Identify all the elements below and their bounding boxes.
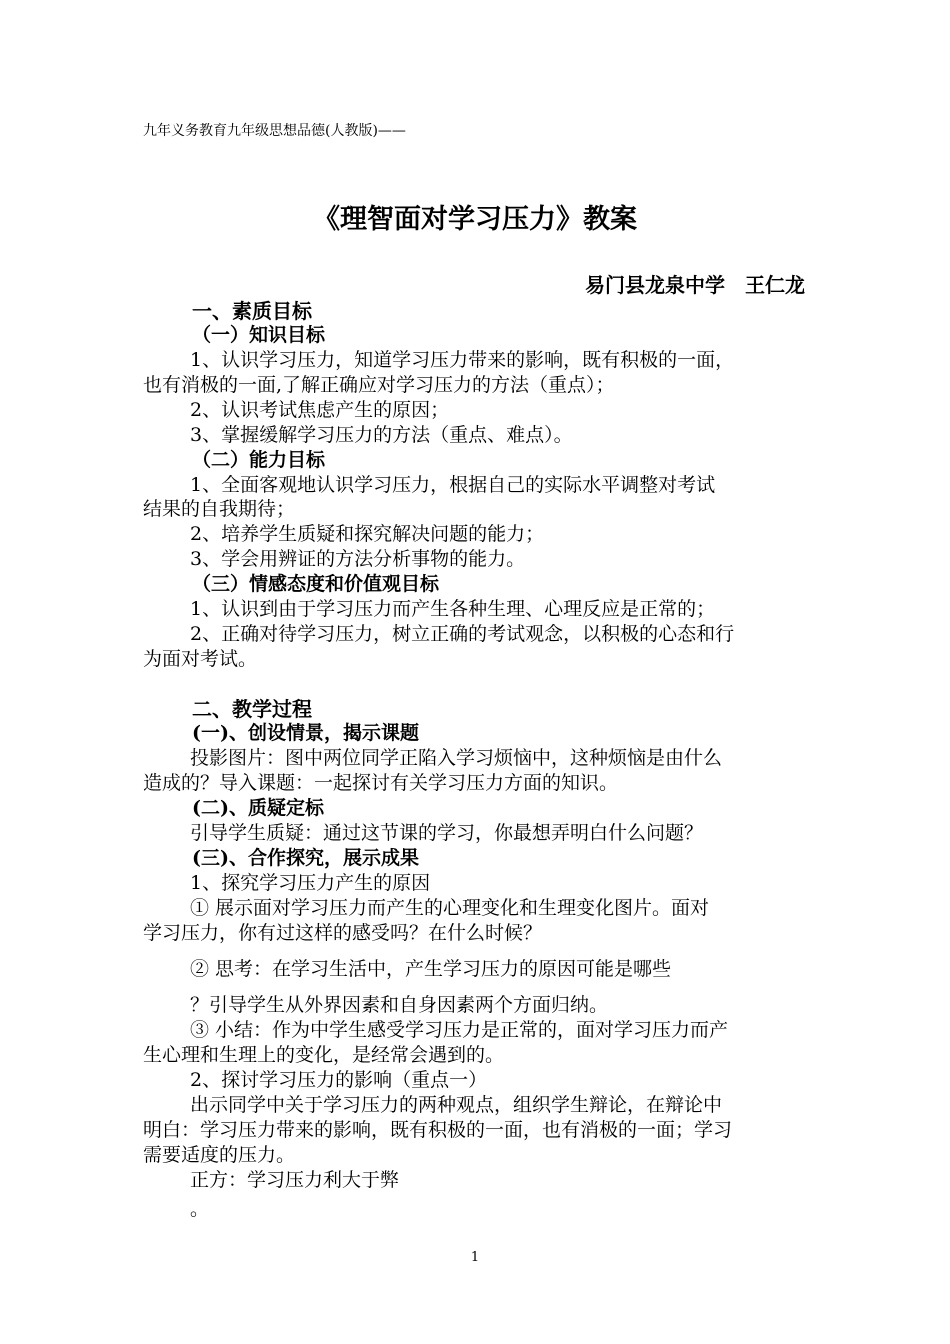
paragraph-line: 出示同学中关于学习压力的两种观点，组织学生辩论，在辩论中 (190, 1094, 723, 1116)
paragraph-line: 明白：学习压力带来的影响，既有积极的一面，也有消极的一面；学习 (143, 1119, 733, 1141)
paragraph-line: 引导学生质疑：通过这节课的学习，你最想弄明白什么问题？ (190, 822, 704, 844)
paragraph-line: 为面对考试。 (143, 648, 258, 670)
paragraph-line: 。 (190, 1198, 210, 1220)
paragraph-line: ② 思考：在学习生活中，产生学习压力的原因可能是哪些 (190, 958, 672, 980)
paragraph-line: 3、学会用辨证的方法分析事物的能力。 (190, 548, 526, 570)
subsection-heading: (三)、合作探究，展示成果 (192, 847, 419, 869)
paragraph-line: 结果的自我期待； (143, 498, 296, 520)
subsection-heading: （三）情感态度和价值观目标 (192, 573, 440, 595)
paragraph-line: ① 展示面对学习压力而产生的心理变化和生理变化图片。面对 (190, 897, 710, 919)
paragraph-line: 投影图片：图中两位同学正陷入学习烦恼中，这种烦恼是由什么 (190, 747, 723, 769)
paragraph-line: 3、掌握缓解学习压力的方法（重点、难点）。 (190, 424, 573, 446)
subsection-heading: (二)、质疑定标 (192, 797, 324, 819)
subsection-heading: （一）知识目标 (192, 324, 326, 346)
paragraph-line: 2、培养学生质疑和探究解决问题的能力； (190, 523, 545, 545)
paragraph-line: 需要适度的压力。 (143, 1144, 296, 1166)
paragraph-line: 1、全面客观地认识学习压力，根据自己的实际水平调整对考试 (190, 474, 716, 496)
subsection-heading: （二）能力目标 (192, 449, 326, 471)
paragraph-line: 1、认识学习压力，知道学习压力带来的影响，既有积极的一面， (190, 349, 735, 371)
page-number: 1 (470, 1250, 480, 1265)
document-title: 《理智面对学习压力》教案 (313, 204, 637, 235)
section-heading: 二、教学过程 (192, 697, 312, 721)
paragraph-line: 造成的？导入课题：一起探讨有关学习压力方面的知识。 (143, 772, 619, 794)
paragraph-line: 生心理和生理上的变化，是经常会遇到的。 (143, 1044, 505, 1066)
subsection-heading: (一)、创设情景，揭示课题 (192, 722, 419, 744)
paragraph-line: ③ 小结：作为中学生感受学习压力是正常的，面对学习压力而产 (190, 1019, 729, 1041)
paragraph-line: 2、正确对待学习压力，树立正确的考试观念，以积极的心态和行 (190, 623, 735, 645)
paragraph-line: ？引导学生从外界因素和自身因素两个方面归纳。 (190, 994, 609, 1016)
paragraph-line: 2、认识考试焦虑产生的原因； (190, 399, 450, 421)
paragraph-line: 也有消极的一面,了解正确应对学习压力的方法（重点）； (143, 374, 615, 396)
paragraph-line: 1、探究学习压力产生的原因 (190, 872, 431, 894)
paragraph-line: 2、探讨学习压力的影响（重点一） (190, 1069, 488, 1091)
paragraph-line: 1、认识到由于学习压力而产生各种生理、心理反应是正常的； (190, 598, 716, 620)
paragraph-line: 正方：学习压力利大于弊 (190, 1169, 400, 1191)
paragraph-line: 学习压力，你有过这样的感受吗？在什么时候？ (143, 922, 543, 944)
section-heading: 一、素质目标 (192, 299, 312, 323)
author-line: 易门县龙泉中学 王仁龙 (585, 273, 805, 297)
document-header: 九年义务教育九年级思想品德(人教版)—— (143, 123, 406, 139)
